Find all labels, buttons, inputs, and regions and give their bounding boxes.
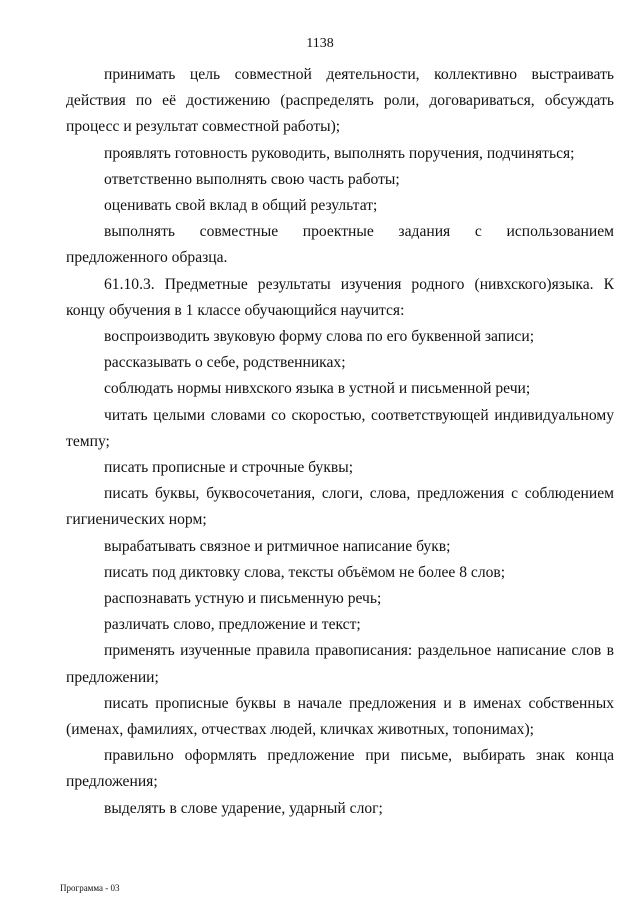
paragraph: писать прописные буквы в начале предложения и в именах собственных (именах, фамилиях, отчествах людей, кличках животных, топонимах); bbox=[66, 694, 614, 739]
paragraph: принимать цель совместной деятельности, коллективно выстраивать действия по её достижению (распределять роли, договариваться, обсуждать процесс и результат совместной работы); bbox=[66, 66, 614, 136]
paragraph: проявлять готовность руководить, выполнять поручения, подчиняться; bbox=[104, 144, 575, 162]
page-number: 1138 bbox=[306, 36, 334, 51]
paragraph: выполнять совместные проектные задания с использованием предложенного образца. bbox=[66, 223, 614, 267]
paragraph: различать слово, предложение и текст; bbox=[104, 616, 361, 634]
section-heading-paragraph: 61.10.3. Предметные результаты изучения родного (нивхского)языка. К концу обучения в 1 классе обучающийся научится: bbox=[66, 275, 614, 319]
paragraph: читать целыми словами со скоростью, соответствующей индивидуальному темпу; bbox=[66, 406, 614, 450]
paragraph: соблюдать нормы нивхского языка в устной и письменной речи; bbox=[104, 380, 531, 398]
paragraph: правильно оформлять предложение при письме, выбирать знак конца предложения; bbox=[66, 747, 614, 791]
paragraph: распознавать устную и письменную речь; bbox=[104, 590, 382, 608]
paragraph: вырабатывать связное и ритмичное написание букв; bbox=[104, 537, 451, 555]
document-body bbox=[66, 62, 614, 822]
paragraph: рассказывать о себе, родственниках; bbox=[104, 354, 346, 372]
paragraph: оценивать свой вклад в общий результат; bbox=[104, 197, 378, 215]
paragraph: выделять в слове ударение, ударный слог; bbox=[104, 799, 383, 817]
paragraph: воспроизводить звуковую форму слова по его буквенной записи; bbox=[104, 328, 535, 346]
footer-note: Программа - 03 bbox=[60, 883, 120, 893]
paragraph: писать под диктовку слова, тексты объёмом не более 8 слов; bbox=[104, 563, 506, 581]
paragraph: писать прописные и строчные буквы; bbox=[104, 459, 354, 477]
paragraph: применять изученные правила правописания: раздельное написание слов в предложении; bbox=[66, 642, 614, 686]
paragraph: писать буквы, буквосочетания, слоги, слова, предложения с соблюдением гигиенических норм; bbox=[66, 485, 614, 529]
paragraph: ответственно выполнять свою часть работы; bbox=[104, 170, 400, 188]
